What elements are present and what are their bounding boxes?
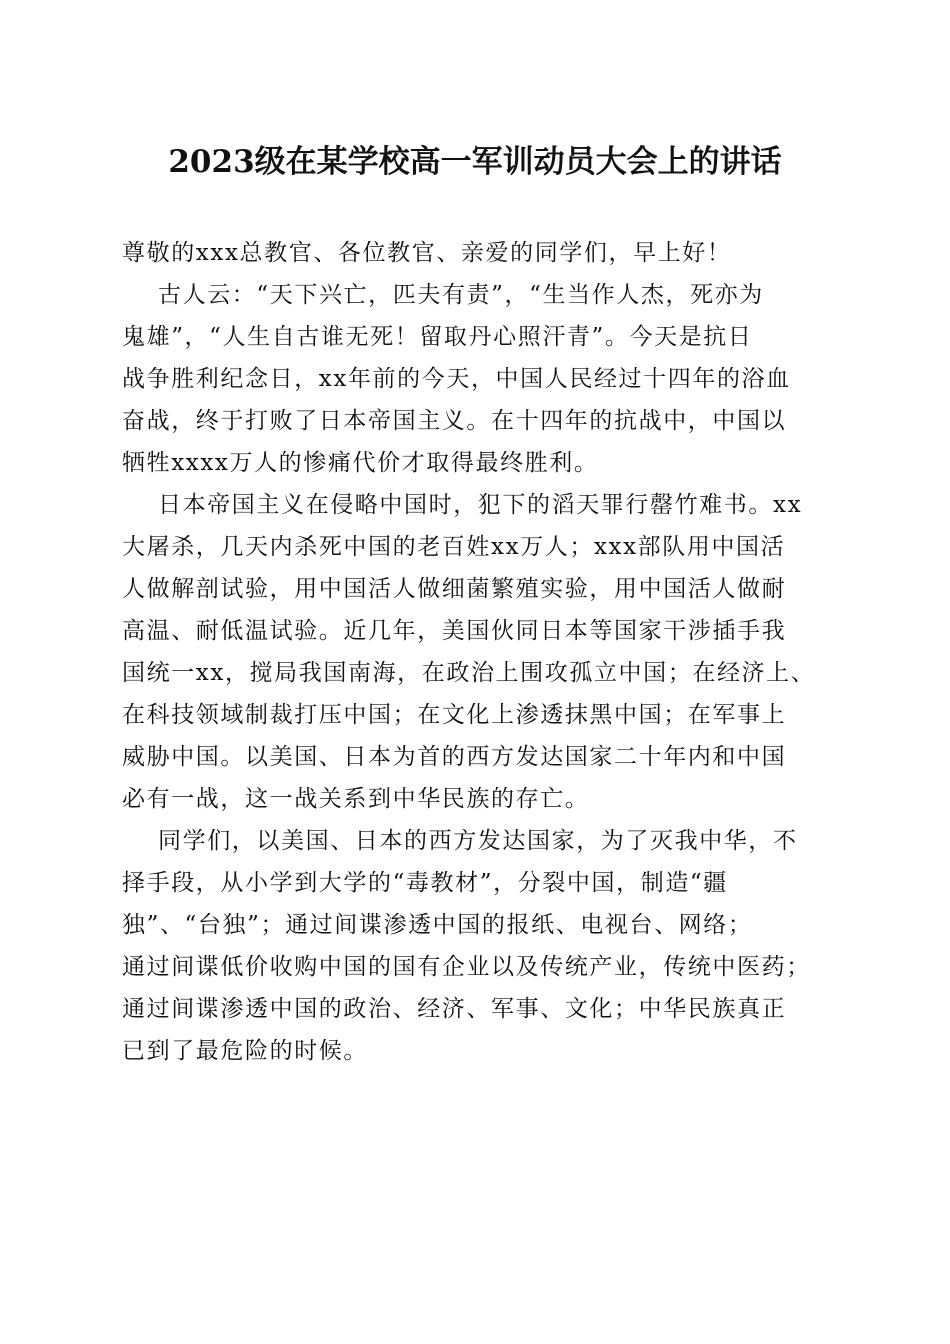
body-line-13: 威胁中国。以美国、日本为首的西方发达国家二十年内和中国 bbox=[122, 744, 787, 770]
body-line-18: 通过间谍低价收购中国的国有企业以及传统产业，传统中医药； bbox=[122, 954, 811, 980]
body-line-19: 通过间谍渗透中国的政治、经济、军事、文化；中华民族真正 bbox=[122, 996, 787, 1022]
body-line-11: 国统一xx，搅局我国南海，在政治上围攻孤立中国；在经济上、 bbox=[122, 660, 816, 686]
body-line-5: 奋战，终于打败了日本帝国主义。在十四年的抗战中，中国以 bbox=[122, 408, 787, 434]
body-line-3: 鬼雄”，“人生自古谁无死！留取丹心照汗青”。今天是抗日 bbox=[122, 324, 753, 350]
body-line-14: 必有一战，这一战关系到中华民族的存亡。 bbox=[122, 786, 590, 812]
body-line-17: 独”、“台独”；通过间谍渗透中国的报纸、电视台、网络； bbox=[122, 912, 753, 938]
body-line-2: 古人云：“天下兴亡，匹夫有责”，“生当作人杰，死亦为 bbox=[158, 282, 764, 308]
document-title: 2023级在某学校高一军训动员大会上的讲话 bbox=[168, 144, 782, 180]
body-line-20: 已到了最危险的时候。 bbox=[122, 1038, 368, 1064]
body-line-4: 战争胜利纪念日，xx年前的今天，中国人民经过十四年的浴血 bbox=[122, 366, 791, 392]
body-line-12: 在科技领域制裁打压中国；在文化上渗透抹黑中国；在军事上 bbox=[122, 702, 787, 728]
body-line-8: 大屠杀，几天内杀死中国的老百姓xx万人；xxx部队用中国活 bbox=[122, 534, 786, 560]
body-line-7: 日本帝国主义在侵略中国时，犯下的滔天罪行罄竹难书。xx bbox=[158, 492, 803, 518]
body-line-6: 牺牲xxxx万人的惨痛代价才取得最终胜利。 bbox=[122, 450, 599, 476]
body-line-1: 尊敬的xxx总教官、各位教官、亲爱的同学们，早上好！ bbox=[122, 240, 732, 266]
body-line-9: 人做解剖试验，用中国活人做细菌繁殖实验，用中国活人做耐 bbox=[122, 576, 787, 602]
document-body bbox=[122, 232, 834, 1072]
body-line-10: 高温、耐低温试验。近几年，美国伙同日本等国家干涉插手我 bbox=[122, 618, 787, 644]
body-line-16: 择手段，从小学到大学的“毒教材”，分裂中国，制造“疆 bbox=[122, 870, 728, 896]
body-line-15: 同学们，以美国、日本的西方发达国家，为了灭我中华，不 bbox=[158, 828, 798, 854]
